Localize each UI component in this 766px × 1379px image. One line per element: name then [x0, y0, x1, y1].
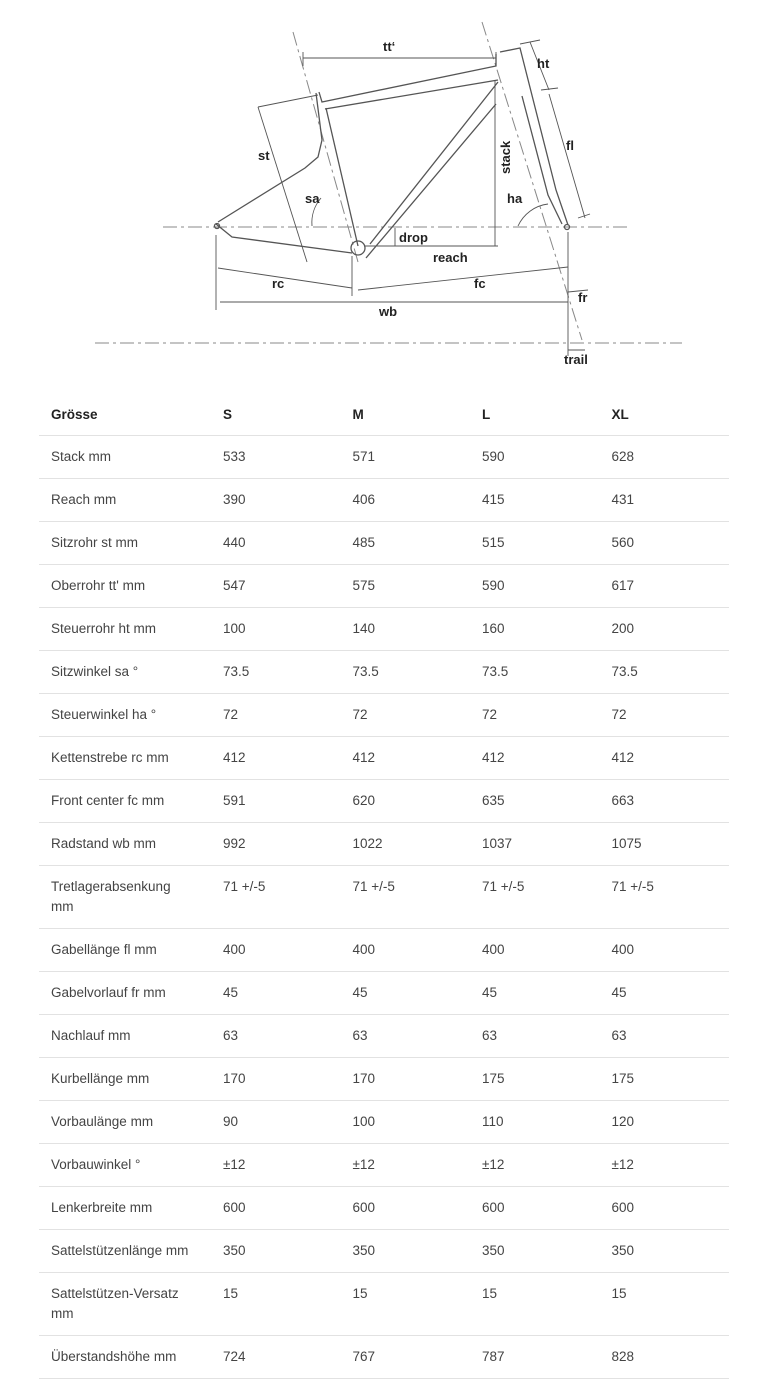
row-value: 15 [341, 1273, 471, 1336]
row-value: 63 [341, 1015, 471, 1058]
row-value: 590 [470, 436, 600, 479]
row-value: 635 [470, 780, 600, 823]
label-fr: fr [578, 290, 588, 305]
label-st: st [258, 148, 270, 163]
row-value: 485 [341, 522, 471, 565]
row-value: 412 [600, 737, 730, 780]
table-row [39, 823, 729, 866]
row-value: 71 +/-5 [470, 866, 600, 929]
row-value: 724 [211, 1336, 341, 1379]
row-value: 571 [341, 436, 471, 479]
row-value: 90 [211, 1101, 341, 1144]
row-value: 15 [600, 1273, 730, 1336]
table-row [39, 1101, 729, 1144]
row-value: 390 [211, 479, 341, 522]
row-value: 110 [470, 1101, 600, 1144]
row-value: 547 [211, 565, 341, 608]
row-value: 170 [211, 1058, 341, 1101]
table-row [39, 694, 729, 737]
row-label: Tretlagerabsenkung mm [39, 866, 211, 929]
row-value: 406 [341, 479, 471, 522]
row-value: 72 [470, 694, 600, 737]
label-ha: ha [507, 191, 523, 206]
row-value: 160 [470, 608, 600, 651]
table-row [39, 929, 729, 972]
row-value: 533 [211, 436, 341, 479]
row-value: 628 [600, 436, 730, 479]
table-row [39, 1336, 729, 1379]
row-value: 591 [211, 780, 341, 823]
row-label: Vorbauwinkel ° [39, 1144, 211, 1187]
row-label: Überstandshöhe mm [39, 1336, 211, 1379]
row-value: ±12 [600, 1144, 730, 1187]
row-value: 45 [600, 972, 730, 1015]
table-row [39, 780, 729, 823]
row-label: Steuerrohr ht mm [39, 608, 211, 651]
row-value: 600 [211, 1187, 341, 1230]
row-value: 560 [600, 522, 730, 565]
row-value: 400 [470, 929, 600, 972]
row-label: Reach mm [39, 479, 211, 522]
row-label: Front center fc mm [39, 780, 211, 823]
table-row [39, 651, 729, 694]
row-value: 63 [211, 1015, 341, 1058]
table-row [39, 522, 729, 565]
row-value: 72 [211, 694, 341, 737]
row-value: 1075 [600, 823, 730, 866]
row-value: 617 [600, 565, 730, 608]
row-value: 73.5 [600, 651, 730, 694]
row-value: 15 [470, 1273, 600, 1336]
table-row [39, 972, 729, 1015]
row-value: 71 +/-5 [600, 866, 730, 929]
header-size-l: L [470, 393, 600, 436]
row-label: Oberrohr tt' mm [39, 565, 211, 608]
row-value: ±12 [341, 1144, 471, 1187]
row-value: 350 [600, 1230, 730, 1273]
table-row [39, 737, 729, 780]
row-value: 120 [600, 1101, 730, 1144]
row-label: Sattelstützen-Versatz mm [39, 1273, 211, 1336]
row-value: 767 [341, 1336, 471, 1379]
row-value: 200 [600, 608, 730, 651]
table-row [39, 436, 729, 479]
row-value: 431 [600, 479, 730, 522]
row-value: 100 [341, 1101, 471, 1144]
row-label: Kurbellänge mm [39, 1058, 211, 1101]
label-fc: fc [474, 276, 486, 291]
row-value: 45 [341, 972, 471, 1015]
label-trail: trail [564, 352, 588, 367]
row-value: 170 [341, 1058, 471, 1101]
table-row [39, 565, 729, 608]
row-value: 71 +/-5 [211, 866, 341, 929]
label-rc: rc [272, 276, 285, 291]
row-value: 350 [470, 1230, 600, 1273]
row-value: 140 [341, 608, 471, 651]
row-value: 400 [341, 929, 471, 972]
row-value: 175 [600, 1058, 730, 1101]
table-row [39, 479, 729, 522]
label-ht: ht [537, 56, 550, 71]
row-label: Sattelstützenlänge mm [39, 1230, 211, 1273]
row-value: 175 [470, 1058, 600, 1101]
label-reach: reach [433, 250, 468, 265]
row-value: 63 [470, 1015, 600, 1058]
row-label: Lenkerbreite mm [39, 1187, 211, 1230]
label-drop: drop [399, 230, 428, 245]
row-value: 350 [341, 1230, 471, 1273]
label-tt: tt‘ [383, 39, 396, 54]
row-value: 73.5 [470, 651, 600, 694]
row-label: Sitzwinkel sa ° [39, 651, 211, 694]
row-value: 63 [600, 1015, 730, 1058]
row-value: 600 [470, 1187, 600, 1230]
label-stack: stack [498, 140, 513, 174]
row-value: 45 [470, 972, 600, 1015]
frame-geometry-diagram [0, 0, 766, 380]
row-label: Gabelvorlauf fr mm [39, 972, 211, 1015]
dimension-lines [216, 40, 590, 356]
row-value: 1022 [341, 823, 471, 866]
label-wb: wb [379, 304, 398, 319]
row-value: 15 [211, 1273, 341, 1336]
row-value: 575 [341, 565, 471, 608]
header-size-m: M [341, 393, 471, 436]
row-value: 515 [470, 522, 600, 565]
row-value: 1037 [470, 823, 600, 866]
table-row [39, 1144, 729, 1187]
row-label: Gabellänge fl mm [39, 929, 211, 972]
row-value: 412 [341, 737, 471, 780]
header-size-xl: XL [600, 393, 730, 436]
header-size-s: S [211, 393, 341, 436]
row-value: 412 [211, 737, 341, 780]
row-value: ±12 [211, 1144, 341, 1187]
row-value: 72 [600, 694, 730, 737]
row-value: ±12 [470, 1144, 600, 1187]
row-value: 73.5 [341, 651, 471, 694]
table-row [39, 866, 729, 929]
row-value: 412 [470, 737, 600, 780]
row-value: 100 [211, 608, 341, 651]
row-value: 828 [600, 1336, 730, 1379]
geometry-table [39, 393, 729, 1379]
row-label: Steuerwinkel ha ° [39, 694, 211, 737]
row-label: Kettenstrebe rc mm [39, 737, 211, 780]
table-row [39, 1187, 729, 1230]
row-value: 73.5 [211, 651, 341, 694]
row-label: Vorbaulänge mm [39, 1101, 211, 1144]
row-value: 440 [211, 522, 341, 565]
row-value: 45 [211, 972, 341, 1015]
table-row [39, 1273, 729, 1336]
row-label: Nachlauf mm [39, 1015, 211, 1058]
row-label: Stack mm [39, 436, 211, 479]
row-value: 620 [341, 780, 471, 823]
row-label: Radstand wb mm [39, 823, 211, 866]
header-groesse: Grösse [39, 393, 211, 436]
row-value: 663 [600, 780, 730, 823]
row-value: 400 [211, 929, 341, 972]
table-body [39, 436, 729, 1379]
row-value: 415 [470, 479, 600, 522]
row-value: 350 [211, 1230, 341, 1273]
steering-axis [482, 22, 582, 340]
table-row [39, 1015, 729, 1058]
row-value: 787 [470, 1336, 600, 1379]
label-fl: fl [566, 138, 574, 153]
row-value: 590 [470, 565, 600, 608]
row-value: 71 +/-5 [341, 866, 471, 929]
label-sa: sa [305, 191, 320, 206]
table-row [39, 608, 729, 651]
table-row [39, 1058, 729, 1101]
table-row [39, 1230, 729, 1273]
row-value: 600 [600, 1187, 730, 1230]
row-value: 992 [211, 823, 341, 866]
row-value: 600 [341, 1187, 471, 1230]
row-label: Sitzrohr st mm [39, 522, 211, 565]
row-value: 400 [600, 929, 730, 972]
table-header-row [39, 393, 729, 436]
row-value: 72 [341, 694, 471, 737]
